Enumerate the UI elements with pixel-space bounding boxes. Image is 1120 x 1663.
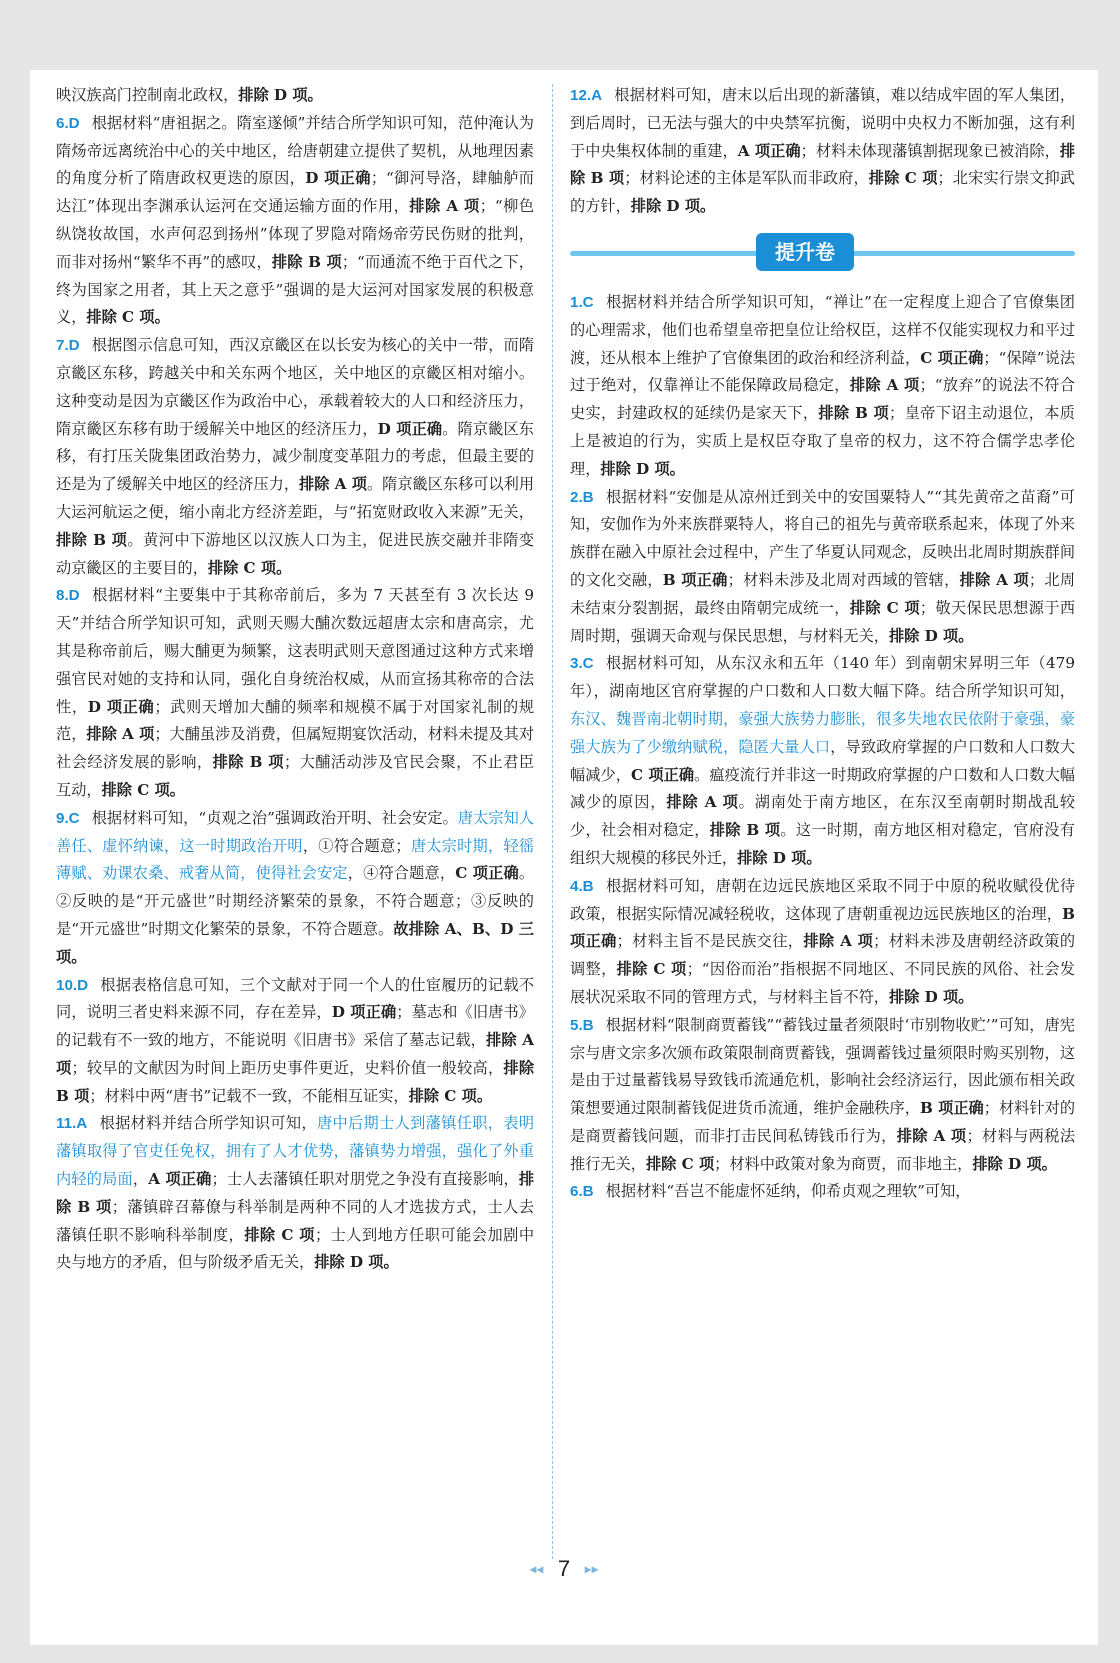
answer-number: 6.B <box>570 1183 594 1201</box>
answer-highlight: 唐太宗时期，轻徭薄赋、劝课农桑、戒奢从简，使得社会安定 <box>56 836 535 883</box>
answer-text: ；“而通流不绝于百代之下，终为国家之用者，其上天之意乎”强调的是大运河对国家发展的积极意义， <box>56 252 534 327</box>
answer-text: 根据材料“安伽是从凉州迁到关中的安国粟特人”“其先黄帝之苗裔”可知，安伽作为外来族群粟特人，将自己的祖先与黄帝联系起来，体现了外来族群在融入中原社会过程中，产生了华夏认同观念，反映出北周时期族群间的文化交融， <box>570 487 1075 589</box>
answer-text: 。隋京畿区东移，有打压关陇集团政治势力，减少制度变革阻力的考虑，但最主要的还是为了缓解关中地区的经济压力， <box>56 419 534 494</box>
prev-page-icon[interactable]: ◂◂ <box>529 1560 544 1577</box>
left-column <box>56 82 534 1277</box>
answer-number: 5.B <box>570 1016 594 1034</box>
answer-verdict: D 项正确 <box>377 419 443 438</box>
answer-verdict: 排除 D 项。 <box>972 1154 1057 1173</box>
answer-text: 映汉族高门控制南北政权， <box>56 86 239 104</box>
answer-text: 。②反映的是“开元盛世”时期经济繁荣的景象，不符合题意；③反映的是“开元盛世”时期文化繁荣的景象，不符合题意。 <box>56 864 535 938</box>
answer-text: ，④符合题意， <box>347 864 456 883</box>
answer-text: 根据图示信息可知，西汉京畿区在以长安为核心的关中一带，而隋京畿区东移，跨越关中和关东两个地区，关中地区的京畿区相对缩小。这种变动是因为京畿区作为政治中心，承载着较大的人口和经济压力，隋京畿区东移有助于缓解关中地区的经济压力， <box>56 336 534 438</box>
answer-item <box>56 805 534 972</box>
answer-verdict: 排除 B 项 <box>271 252 342 271</box>
answer-verdict: B 项正确 <box>662 570 728 589</box>
answer-number: 3.C <box>570 655 594 673</box>
answer-text: ；“保障”说法过于绝对，仅靠禅让不能保障政局稳定， <box>570 348 1076 395</box>
answer-text: ；北宋实行崇文抑武的方针， <box>570 169 1075 216</box>
answer-text: 。隋京畿区东移可以利用大运河航运之便，缩小南北方经济差距，与“拓宽财政收入来源”无关， <box>56 475 535 521</box>
answer-verdict: 排除 D 项。 <box>314 1253 399 1272</box>
answer-verdict: 排除 C 项。 <box>86 308 170 327</box>
answer-item <box>56 82 534 110</box>
answer-verdict: 排除 B 项 <box>56 530 128 549</box>
answer-text: ，①符合题意； <box>302 836 411 855</box>
answer-verdict: 排除 D 项。 <box>888 987 974 1006</box>
answer-verdict: 排除 C 项 <box>244 1225 315 1244</box>
answer-verdict: 排除 D 项。 <box>737 848 822 867</box>
answer-number: 2.B <box>570 488 594 506</box>
right-bottom-items <box>570 289 1075 1206</box>
answer-highlight: 东汉、魏晋南北朝时期，豪强大族势力膨胀，很多失地农民依附于豪强，豪强大族为了少缴纳赋税，隐匿大量人口 <box>570 709 1075 756</box>
answer-text: ；“因俗而治”指根据不同地区、不同民族的风俗、社会发展状况采取不同的管理方式，与材料主旨不符， <box>570 960 1076 1006</box>
answer-text: ， <box>132 1170 149 1189</box>
answer-text: ；士人到地方任职可能会加剧中央与地方的矛盾，但与阶级矛盾无关， <box>56 1225 535 1272</box>
answer-verdict: 排除 A 项 <box>803 932 874 951</box>
answer-verdict: 排除 D 项。 <box>600 459 685 478</box>
right-column <box>570 82 1075 1206</box>
answer-verdict: 排除 A 项 <box>666 793 739 812</box>
answer-item <box>56 332 534 582</box>
answer-text: ；敬天保民思想源于西周时期，强调天命观与保民思想，与材料无关， <box>570 598 1076 645</box>
answer-item <box>56 1110 534 1277</box>
answer-verdict: D 项正确 <box>87 697 155 716</box>
answer-verdict: 排除 C 项 <box>849 598 920 617</box>
answer-text: 。这一时期，南方地区相对稳定，官府没有组织大规模的移民外迁， <box>570 821 1075 867</box>
answer-text: ；材料未涉及唐朝经济政策的调整， <box>570 932 1076 979</box>
answer-item <box>570 1178 1075 1206</box>
answer-verdict: 排除 B 项 <box>212 753 284 772</box>
answer-text: 。黄河中下游地区以汉族人口为主，促进民族交融并非隋变动京畿区的主要目的， <box>56 530 535 577</box>
answer-item <box>56 582 534 804</box>
answer-text: 根据材料“限制商贾蓄钱”“蓄钱过量者须限时‘市别物收贮’”可知，唐宪宗与唐文宗多次颁布政策限制商贾蓄钱，强调蓄钱过量须限时购买别物，这是由于过量蓄钱易导致钱币流通危机，影响社会经济运行，因此颁布相关政策想要通过限制蓄钱促进货币流通，维护金融秩序， <box>570 1015 1075 1118</box>
answer-text: ；材料未涉及北周对西域的管辖， <box>727 570 960 589</box>
answer-verdict: 排除 D 项。 <box>238 86 323 104</box>
answer-item <box>56 110 534 332</box>
answer-text: ；武则天增加大酺的频率和规模不属于对国家礼制的规范， <box>56 697 535 744</box>
answer-number: 10.D <box>56 976 89 994</box>
answer-text: ；“放弃”的说法不符合史实，封建政权的延续仍是家天下， <box>570 376 1076 423</box>
column-divider <box>552 84 553 1559</box>
answer-verdict: 排除 A 项 <box>409 197 480 216</box>
answer-text: ；大酺活动涉及官民会聚，不止君臣互动， <box>56 753 535 799</box>
answer-verdict: 排除 A 项 <box>56 1031 535 1077</box>
answer-text: ；士人去藩镇任职对朋党之争没有直接影响， <box>211 1170 519 1189</box>
page <box>30 70 1098 1645</box>
answer-item <box>570 1012 1075 1179</box>
answer-item <box>570 484 1075 651</box>
answer-item <box>570 650 1075 872</box>
answer-verdict: C 项正确 <box>630 765 695 784</box>
answer-text: ；材料与两税法推行无关， <box>570 1126 1076 1173</box>
answer-verdict: B 项正确 <box>919 1099 984 1118</box>
next-page-icon[interactable]: ▸▸ <box>584 1560 599 1577</box>
answer-verdict: 排除 A 项 <box>86 725 155 744</box>
answer-verdict: 排除 B 项 <box>570 141 1076 188</box>
answer-verdict: D 项正确 <box>331 1003 397 1022</box>
answer-text: ；材料论述的主体是军队而非政府， <box>624 169 869 188</box>
section-header <box>570 233 1075 273</box>
answer-item <box>56 972 534 1111</box>
answer-text: 根据材料可知，唐末以后出现的新藩镇，难以结成牢固的军人集团，到后周时，已无法与强大的中央禁军抗衡，说明中央权力不断加强，这有利于中央集权体制的重建， <box>570 86 1075 160</box>
answer-number: 9.C <box>56 809 80 827</box>
answer-number: 11.A <box>56 1115 88 1133</box>
answer-verdict: 排除 A 项 <box>959 570 1029 589</box>
answer-verdict: A 项正确 <box>737 141 801 160</box>
answer-verdict: 排除 C 项 <box>868 169 938 188</box>
answer-number: 7.D <box>56 337 80 355</box>
answer-verdict: D 项正确 <box>305 169 371 188</box>
answer-text: ；北周未结束分裂割据，最终由隋朝完成统一， <box>570 570 1076 617</box>
answer-verdict: 排除 C 项 <box>616 960 687 979</box>
answer-text: ；墓志和《旧唐书》的记载有不一致的地方，不能说明《旧唐书》采信了墓志记载， <box>56 1003 534 1050</box>
answer-verdict: C 项正确 <box>455 864 519 883</box>
answer-verdict: 排除 D 项。 <box>630 197 716 216</box>
answer-item <box>570 82 1075 221</box>
answer-text: ；材料主旨不是民族交往， <box>616 932 804 951</box>
answer-verdict: 排除 C 项 <box>645 1154 715 1173</box>
answer-text: ；“柳色纵饶妆故国，水声何忍到扬州”体现了罗隐对隋炀帝劳民伤财的批判，而非对扬州“繁华不再”的感叹， <box>56 197 535 271</box>
answer-number: 4.B <box>570 877 594 895</box>
answer-number: 12.A <box>570 87 603 104</box>
answer-item <box>570 289 1075 484</box>
answer-verdict: 排除 B 项 <box>56 1170 535 1216</box>
answer-text: 根据材料可知，从东汉永和五年（140 年）到南朝宋昇明三年（479 年），湖南地区官府掌握的户口数和人口数大幅下降。结合所学知识可知， <box>570 654 1075 701</box>
answer-text: 根据材料并结合所学知识可知， <box>99 1114 317 1133</box>
answer-verdict: C 项正确 <box>920 348 984 367</box>
answer-verdict: 排除 D 项。 <box>888 626 974 645</box>
page-number: 7 <box>557 1556 571 1581</box>
answer-text: ；材料针对的是商贾蓄钱问题，而非打击民间私铸钱币行为， <box>570 1099 1076 1145</box>
answer-verdict: 故排除 A、B、D 三项。 <box>56 919 534 966</box>
answer-verdict: 排除 C 项。 <box>101 780 185 799</box>
answer-highlight: 唐太宗知人善任、虚怀纳谏，这一时期政治开明 <box>56 808 535 855</box>
answer-verdict: 排除 A 项 <box>849 376 920 395</box>
answer-text: 根据材料可知，“贞观之治”强调政治开明、社会安定。 <box>91 808 458 827</box>
page-footer <box>30 1556 1098 1582</box>
answer-highlight: 唐中后期士人到藩镇任职，表明藩镇取得了官吏任免权，拥有了人才优势，藩镇势力增强，强化了外重内轻的局面 <box>56 1114 535 1189</box>
answer-verdict: B 项正确 <box>570 904 1075 951</box>
answer-number: 6.D <box>56 114 80 132</box>
answer-verdict: 排除 C 项。 <box>408 1086 493 1105</box>
answer-text: ；较早的文献因为时间上距历史事件更近，史料价值一般较高， <box>71 1058 504 1077</box>
answer-text: ；大酺虽涉及消费，但属短期宴饮活动，材料未提及其对社会经济发展的影响， <box>56 725 535 772</box>
answer-text: 根据材料“吾岂不能虚怀延纳，仰希贞观之理软”可知， <box>605 1182 971 1201</box>
answer-text: ；藩镇辟召幕僚与科举制是两种不同的人才选拔方式，士人去藩镇任职不影响科举制度， <box>56 1197 535 1244</box>
answer-verdict: 排除 B 项 <box>56 1058 535 1105</box>
answer-text: ；材料中政策对象为商贾，而非地主， <box>714 1154 973 1173</box>
answer-text: 根据材料可知，唐朝在边远民族地区采取不同于中原的税收赋役优待政策，根据实际情况减轻税收，这体现了唐朝重视边远民族地区的治理， <box>570 876 1075 923</box>
answer-number: 1.C <box>570 293 594 311</box>
answer-text: ；皇帝下诏主动退位，本质上是被迫的行为，实质上是权臣夺取了皇帝的权力，这不符合儒学忠孝伦理， <box>570 404 1075 478</box>
answer-text: 根据表格信息可知，三个文献对于同一个人的仕宦履历的记载不同，说明三者史料来源不同，存在差异， <box>56 975 534 1022</box>
answer-text: 。瘟疫流行并非这一时期政府掌握的户口数和人口数大幅减少的原因， <box>570 765 1075 812</box>
answer-verdict: 排除 B 项 <box>818 404 890 423</box>
answer-verdict: 排除 A 项 <box>299 475 367 494</box>
answer-verdict: 排除 B 项 <box>709 821 781 840</box>
answer-text: 根据材料“主要集中于其称帝前后，多为 7 天甚至有 3 次长达 9 天”并结合所学知识可知，武则天赐大酺次数远超唐太宗和唐高宗，尤其是称帝前后，赐大酺更为频繁，这表明武则天意图通过这种方式来增强官民对她的支持和认同，强化自身统治权威，从而宣扬其称帝的合法性， <box>56 586 534 716</box>
right-top-items <box>570 82 1075 221</box>
answer-text: 根据材料并结合所学知识可知，“禅让”在一定程度上迎合了官僚集团的心理需求，他们也希望皇帝把皇位让给权臣，这样不仅能实现权力和平过渡，还从根本上维护了官僚集团的政治和经济利益， <box>570 292 1075 367</box>
answer-text: ；“御河导洛，肆舳舻而达江”体现出李渊承认运河在交通运输方面的作用， <box>56 169 534 216</box>
answer-verdict: 排除 C 项。 <box>207 558 292 577</box>
answer-item <box>570 873 1075 1012</box>
answer-verdict: A 项正确 <box>148 1170 212 1189</box>
answer-text: ；材料未体现藩镇割据现象已被消除， <box>800 141 1060 160</box>
answer-verdict: 排除 A 项 <box>896 1126 967 1145</box>
section-title: 提升卷 <box>756 233 854 271</box>
answer-text: 根据材料“唐祖据之。隋室遂倾”并结合所学知识可知，范仲淹认为隋炀帝远离统治中心的关中地区，给唐朝建立提供了契机，从地理因素的角度分析了隋唐政权更迭的原因， <box>56 113 534 188</box>
answer-text: ，导致政府掌握的户口数和人口数大幅减少， <box>570 737 1076 784</box>
answer-number: 8.D <box>56 587 80 605</box>
answer-text: 。湖南处于南方地区，在东汉至南朝时期战乱较少，社会相对稳定， <box>570 793 1076 840</box>
answer-text: ；材料中两“唐书”记载不一致，不能相互证实， <box>89 1086 409 1105</box>
